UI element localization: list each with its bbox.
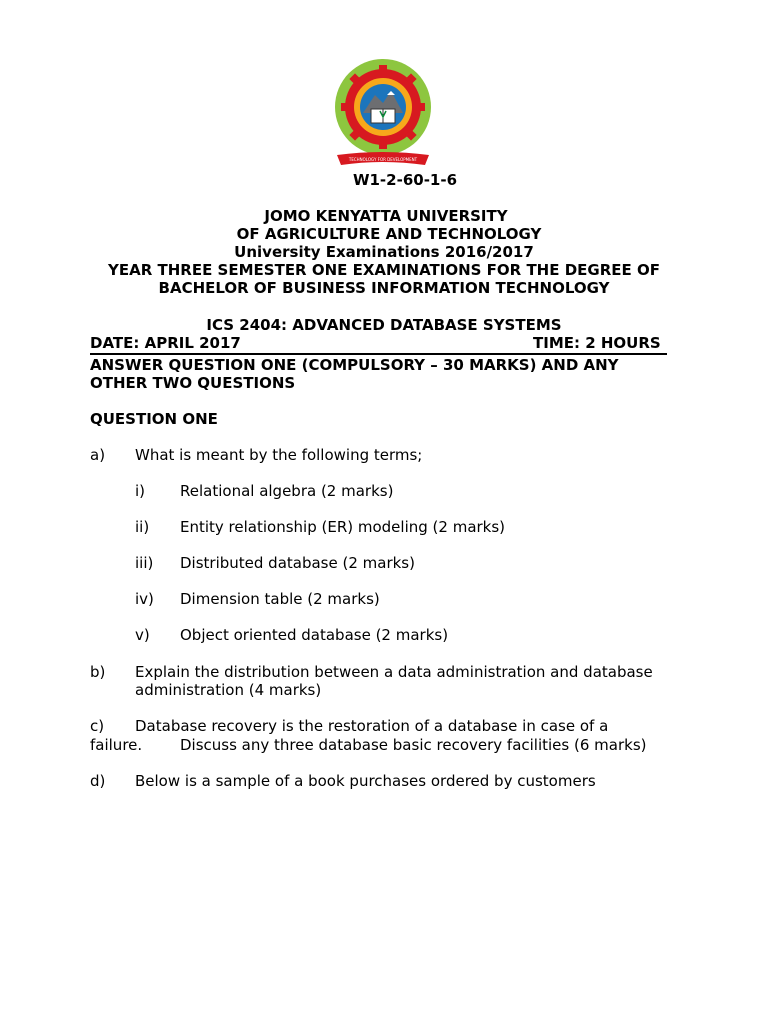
part-a-label: a): [90, 446, 106, 464]
part-c-label: c): [90, 717, 105, 735]
exam-date: DATE: APRIL 2017: [90, 334, 241, 352]
part-a-item-text: Distributed database (2 marks): [180, 554, 415, 572]
part-a-text: What is meant by the following terms;: [135, 446, 423, 464]
question-one-heading: QUESTION ONE: [90, 410, 218, 428]
instructions-line1: ANSWER QUESTION ONE (COMPULSORY – 30 MARKS) AND ANY: [90, 356, 619, 374]
part-a-item-num: v): [135, 626, 150, 644]
part-d-text: Below is a sample of a book purchases ordered by customers: [135, 772, 596, 790]
exam-code: W1-2-60-1-6: [352, 171, 458, 189]
instructions-line2: OTHER TWO QUESTIONS: [90, 374, 296, 392]
degree-line2: BACHELOR OF BUSINESS INFORMATION TECHNOLOGY: [158, 279, 610, 297]
part-c-line1: Database recovery is the restoration of a database in case of a: [135, 717, 609, 735]
part-a-item-text: Relational algebra (2 marks): [180, 482, 394, 500]
part-a-item-text: Dimension table (2 marks): [180, 590, 380, 608]
course-title: ICS 2404: ADVANCED DATABASE SYSTEMS: [206, 316, 562, 334]
part-a-item-num: ii): [135, 518, 150, 536]
part-a-item-num: iv): [135, 590, 154, 608]
header-divider: [90, 353, 667, 355]
university-name-line1: JOMO KENYATTA UNIVERSITY: [264, 207, 508, 225]
university-name-line2: OF AGRICULTURE AND TECHNOLOGY: [236, 225, 542, 243]
part-a-item-text: Object oriented database (2 marks): [180, 626, 449, 644]
university-logo: [333, 57, 433, 169]
exams-year: University Examinations 2016/2017: [234, 243, 534, 261]
part-c-line2b: Discuss any three database basic recovery facilities (6 marks): [180, 736, 647, 754]
part-b-line2: administration (4 marks): [135, 681, 322, 699]
degree-line1: YEAR THREE SEMESTER ONE EXAMINATIONS FOR THE DEGREE OF: [108, 261, 660, 279]
part-b-label: b): [90, 663, 106, 681]
part-b-line1: Explain the distribution between a data administration and database: [135, 663, 653, 681]
exam-time: TIME: 2 HOURS: [533, 334, 661, 352]
part-a-item-num: iii): [135, 554, 154, 572]
part-a-item-num: i): [135, 482, 146, 500]
svg-text:TECHNOLOGY FOR DEVELOPMENT: TECHNOLOGY FOR DEVELOPMENT: [348, 157, 418, 162]
part-a-item-text: Entity relationship (ER) modeling (2 marks): [180, 518, 506, 536]
part-d-label: d): [90, 772, 106, 790]
part-c-line2a: failure.: [90, 736, 143, 754]
